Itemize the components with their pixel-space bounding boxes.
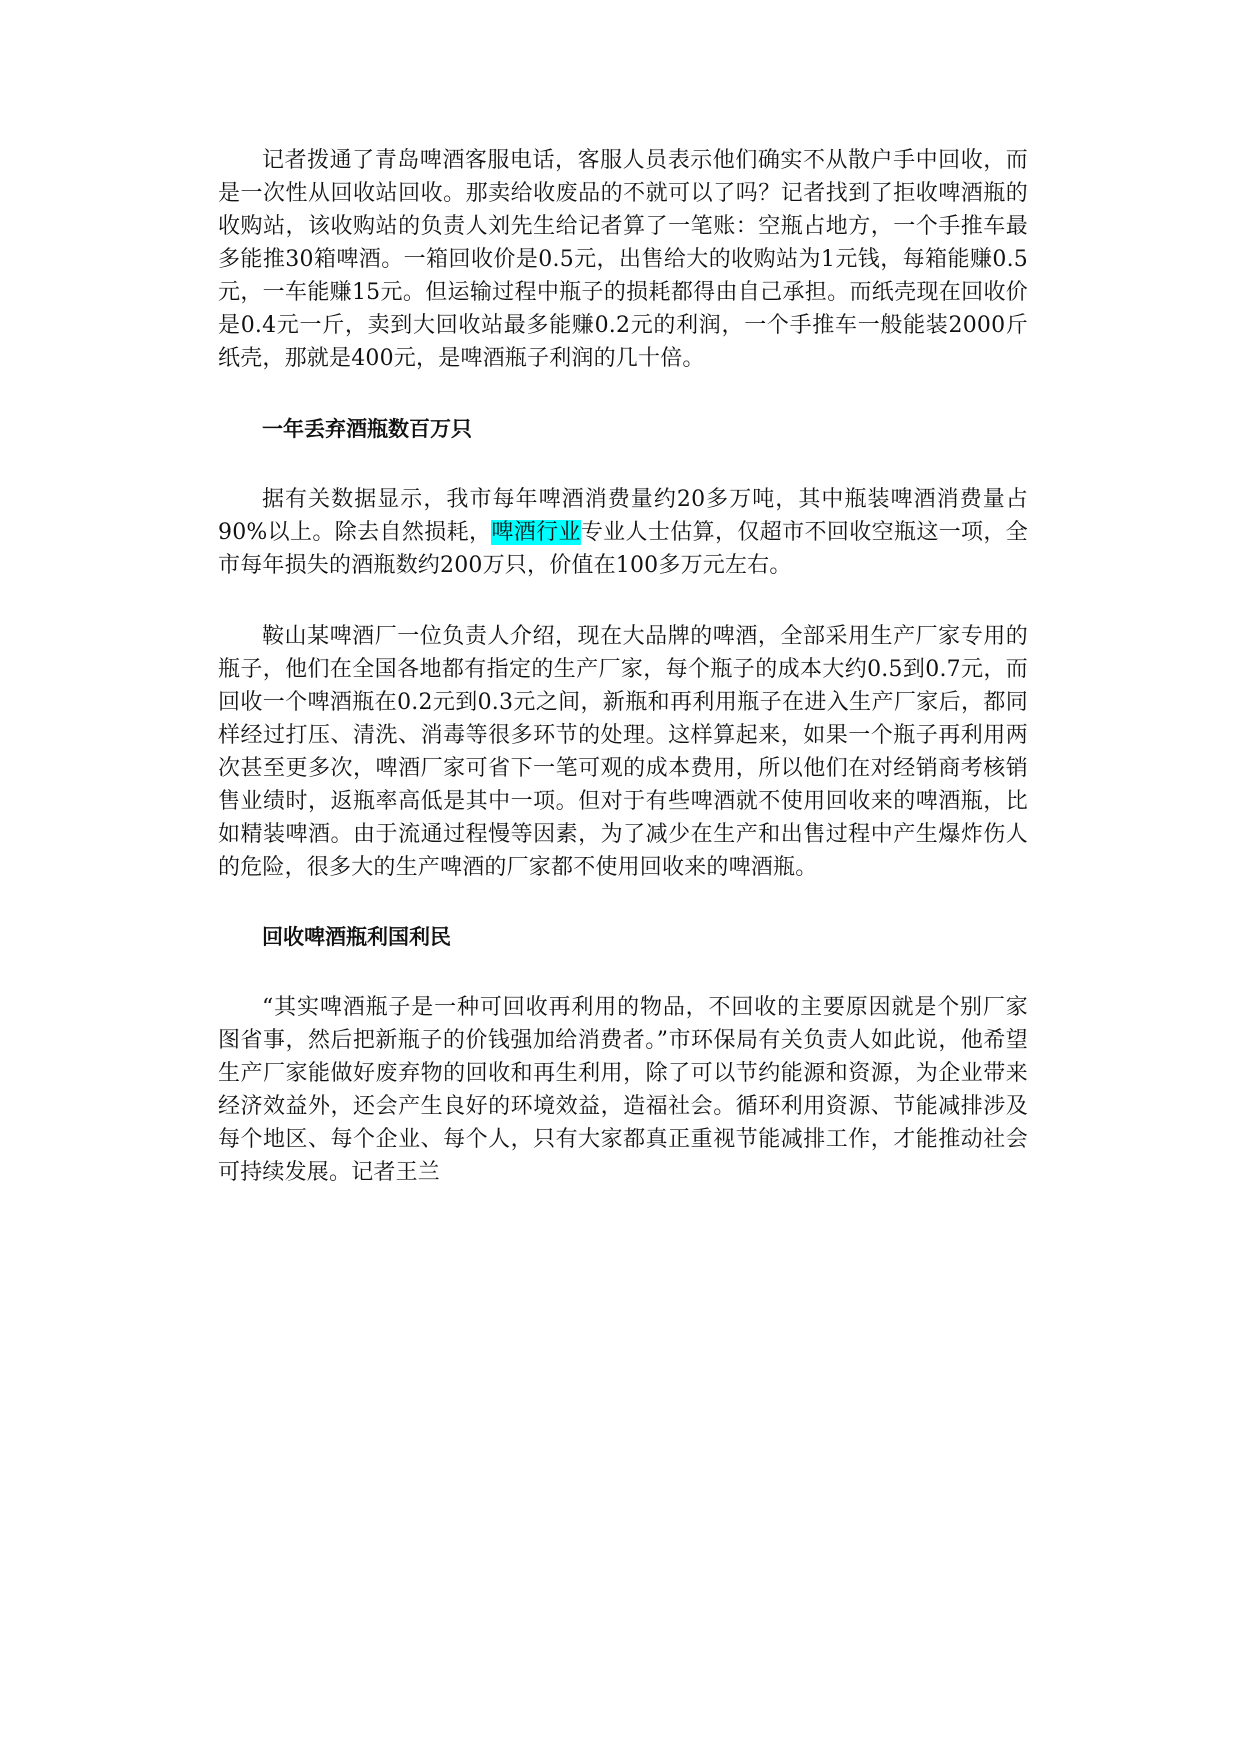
paragraph-recycling-cost: 记者拨通了青岛啤酒客服电话，客服人员表示他们确实不从散户手中回收，而是一次性从回收站回收。那卖给收废品的不就可以了吗？记者找到了拒收啤酒瓶的收购站，该收购站的负责人刘先生给记者算了一笔账：空瓶占地方，一个手推车最多能推30箱啤酒。一箱回收价是0.5元，出售给大的收购站为1元钱，每箱能赚0.5元，一车能赚15元。但运输过程中瓶子的损耗都得由自己承担。而纸壳现在回收价是0.4元一斤，卖到大回收站最多能赚0.2元的利润，一个手推车一般能装2000斤纸壳，那就是400元，是啤酒瓶子利润的几十倍。 bbox=[218, 148, 1028, 371]
section-heading-recycling-benefits: 回收啤酒瓶利国利民 bbox=[262, 925, 451, 949]
highlighted-link-beer-industry[interactable]: 啤酒行业 bbox=[491, 520, 581, 545]
paragraph-brewery-manager: 鞍山某啤酒厂一位负责人介绍，现在大品牌的啤酒，全部采用生产厂家专用的瓶子，他们在全国各地都有指定的生产厂家，每个瓶子的成本大约0.5到0.7元，而回收一个啤酒瓶在0.2元到0.3元之间，新瓶和再利用瓶子在进入生产厂家后，都同样经过打压、清洗、消毒等很多环节的处理。这样算起来，如果一个瓶子再利用两次甚至更多次，啤酒厂家可省下一笔可观的成本费用，所以他们在对经销商考核销售业绩时，返瓶率高低是其中一项。但对于有些啤酒就不使用回收来的啤酒瓶，比如精装啤酒。由于流通过程慢等因素，为了减少在生产和出售过程中产生爆炸伤人的危险，很多大的生产啤酒的厂家都不使用回收来的啤酒瓶。 bbox=[218, 624, 1028, 880]
paragraph-text-before: 据有关数据显示，我市每年啤酒消费量约20多万吨，其中瓶装啤酒消费量占90%以上。除去自然损耗， bbox=[218, 487, 1028, 545]
paragraph-environmental-bureau: “其实啤酒瓶子是一种可回收再利用的物品，不回收的主要原因就是个别厂家图省事，然后把新瓶子的价钱强加给消费者。”市环保局有关负责人如此说，他希望生产厂家能做好废弃物的回收和再生利用，除了可以节约能源和资源，为企业带来经济效益外，还会产生良好的环境效益，造福社会。循环利用资源、节能减排涉及每个地区、每个企业、每个人，只有大家都真正重视节能减排工作，才能推动社会可持续发展。记者王兰 bbox=[218, 995, 1028, 1185]
paragraph-text-after: 专业人士估算，仅超市不回收空瓶这一项，全市每年损失的酒瓶数约200万只，价值在100多万元左右。 bbox=[218, 520, 1028, 578]
section-heading-bottles-discarded: 一年丢弃酒瓶数百万只 bbox=[262, 417, 472, 441]
paragraph-consumption-data bbox=[218, 483, 1028, 582]
document-page bbox=[218, 144, 1028, 1227]
